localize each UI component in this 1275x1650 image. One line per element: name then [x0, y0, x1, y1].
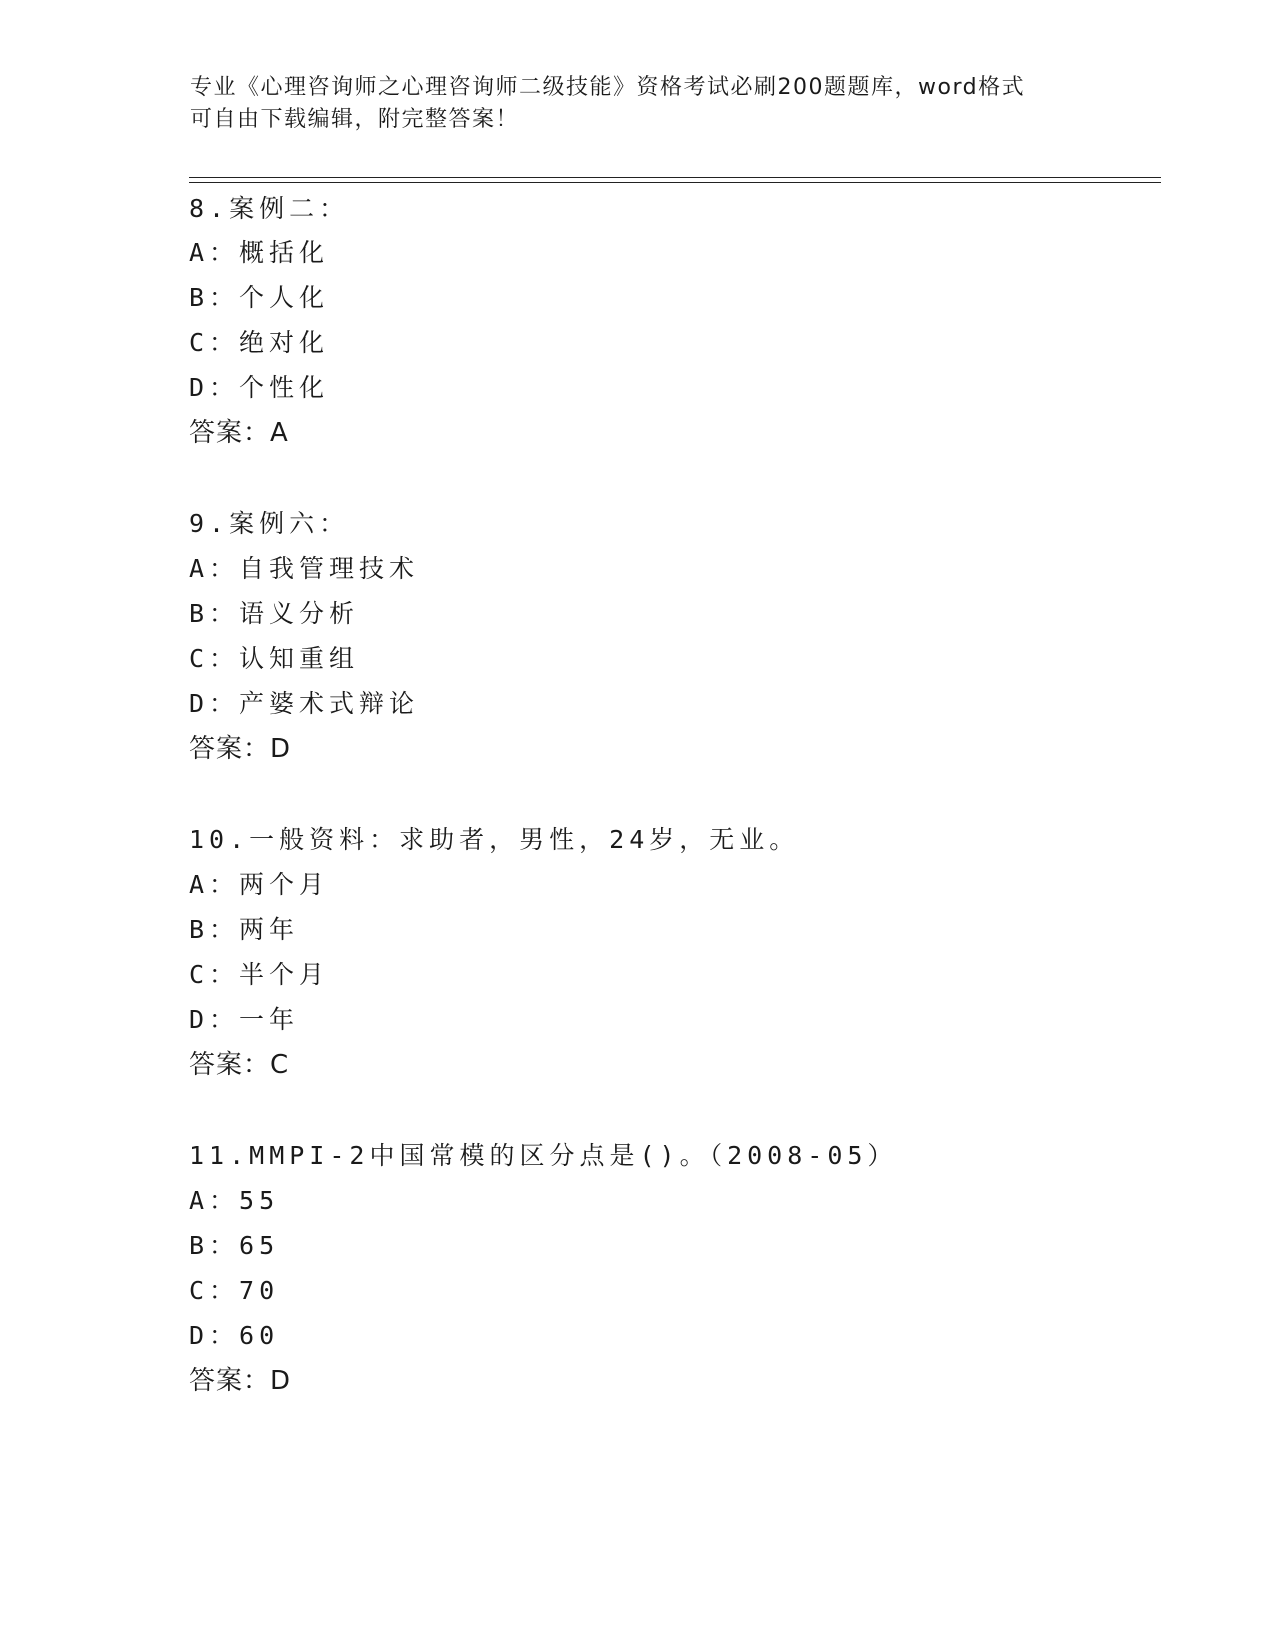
header-title-line-2: 可自由下载编辑，附完整答案！ [190, 107, 520, 132]
question-answer: 答案：A [189, 418, 289, 448]
question-option: B：语义分析 [189, 599, 360, 628]
question-stem: 11.MMPI-2中国常模的区分点是()。（2008-05） [189, 1141, 898, 1170]
header-title-line-1: 专业《心理咨询师之心理咨询师二级技能》资格考试必刷200题题库，word格式 [190, 75, 1026, 100]
question-option: A：55 [189, 1186, 280, 1215]
question-stem: 10.一般资料：求助者，男性，24岁，无业。 [189, 825, 800, 854]
header-divider-bottom [189, 182, 1161, 183]
question-option: D：60 [189, 1321, 280, 1350]
question-option: A：自我管理技术 [189, 554, 420, 583]
question-option: A：概括化 [189, 238, 330, 267]
question-option: C：半个月 [189, 960, 330, 989]
question-option: B：两年 [189, 915, 300, 944]
question-option: D：产婆术式辩论 [189, 689, 420, 718]
question-option: C：认知重组 [189, 644, 360, 673]
question-option: C：70 [189, 1276, 280, 1305]
question-option: B：65 [189, 1231, 280, 1260]
question-option: D：一年 [189, 1005, 300, 1034]
question-stem: 8.案例二： [189, 194, 350, 223]
question-stem: 9.案例六： [189, 509, 350, 538]
question-answer: 答案：C [189, 1050, 290, 1080]
question-option: D：个性化 [189, 373, 330, 402]
question-answer: 答案：D [189, 1366, 292, 1396]
question-option: C：绝对化 [189, 328, 330, 357]
question-option: A：两个月 [189, 870, 330, 899]
question-option: B：个人化 [189, 283, 330, 312]
question-answer: 答案：D [189, 734, 292, 764]
header-divider-top [189, 177, 1161, 178]
